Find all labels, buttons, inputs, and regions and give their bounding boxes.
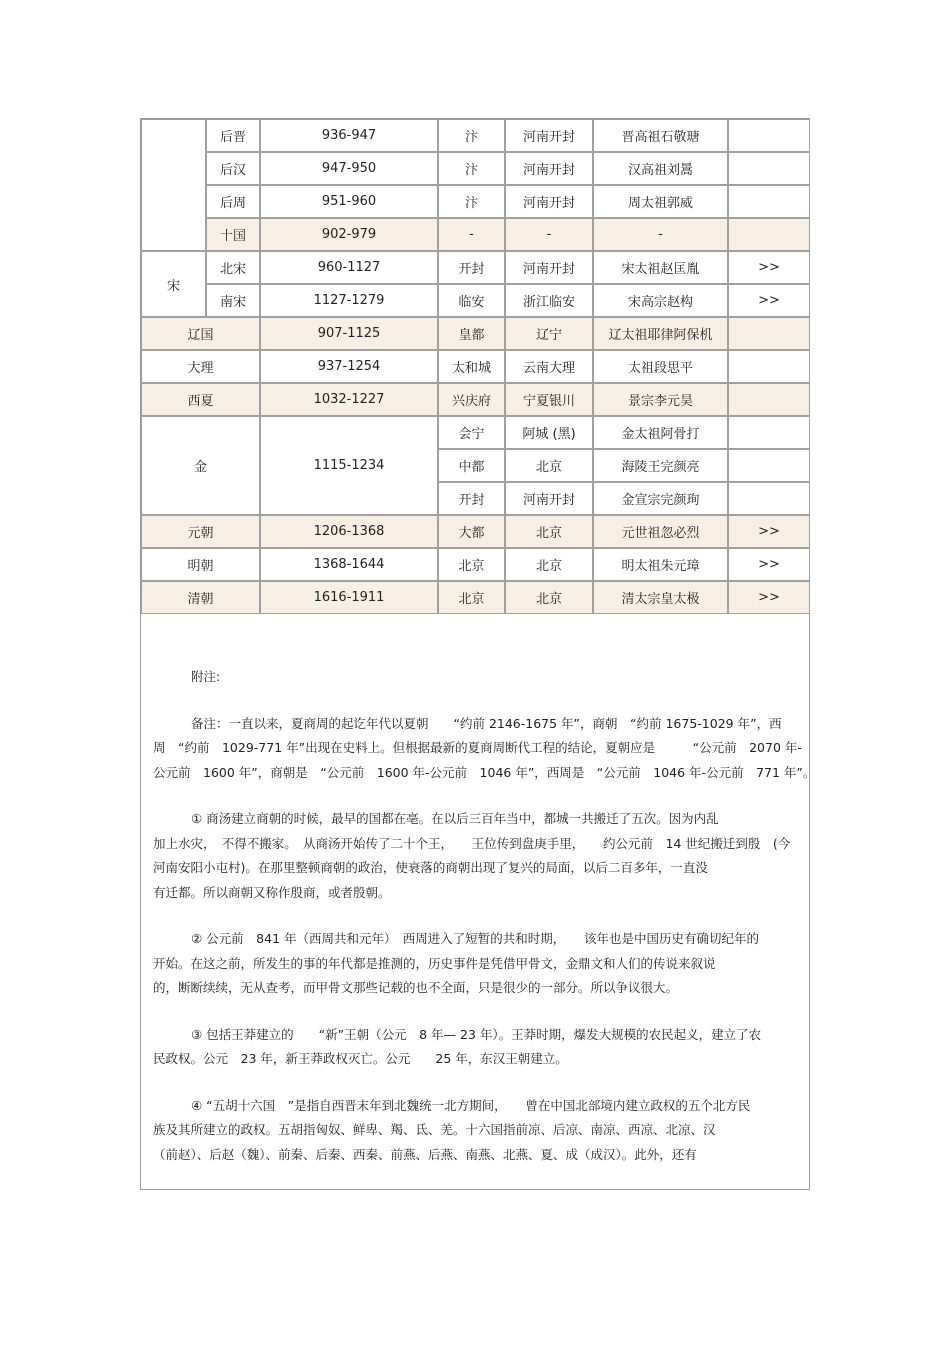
more-link[interactable]: >> bbox=[728, 284, 810, 317]
founder-cell: 宋太祖赵匡胤 bbox=[593, 251, 728, 284]
dynasty-years: 936-947 bbox=[260, 119, 438, 152]
note-line: 加上水灾， 不得不搬家。 从商汤开始传了二十个王， 王位传到盘庚手里， 约公元前 14 世纪搬迁到殷 (今 bbox=[153, 835, 791, 851]
location-cell: 河南开封 bbox=[505, 119, 593, 152]
dynasty-years: 1032-1227 bbox=[260, 383, 438, 416]
dynasty-years: 902-979 bbox=[260, 218, 438, 251]
group-cell-song: 宋 bbox=[141, 251, 206, 317]
dynasty-name: 辽国 bbox=[141, 317, 260, 350]
founder-cell: 晋高祖石敬瑭 bbox=[593, 119, 728, 152]
link-cell bbox=[728, 416, 810, 449]
link-cell bbox=[728, 449, 810, 482]
dynasty-name: 后周 bbox=[206, 185, 260, 218]
note-line: 的，断断续续，无从查考，而甲骨文那些记载的也不全面，只是很少的一部分。所以争议很大。 bbox=[153, 980, 679, 995]
note-line: 族及其所建立的政权。五胡指匈奴、鲜卑、羯、氐、羌。十六国指前凉、后凉、南凉、西凉、北凉、汉 bbox=[153, 1122, 716, 1137]
note-line: 备注：一直以来，夏商周的起讫年代以夏朝 “约前 2146-1675 年”，商朝 “约前 1675-1029 年”，西 bbox=[191, 715, 782, 731]
capital-cell: 汴 bbox=[438, 152, 505, 185]
founder-cell: 宋高宗赵构 bbox=[593, 284, 728, 317]
location-cell: 北京 bbox=[505, 515, 593, 548]
capital-cell: - bbox=[438, 218, 505, 251]
dynasty-name: 金 bbox=[141, 416, 260, 515]
founder-cell: 辽太祖耶律阿保机 bbox=[593, 317, 728, 350]
note-paragraph bbox=[153, 927, 803, 1001]
dynasty-years: 907-1125 bbox=[260, 317, 438, 350]
dynasty-name: 西夏 bbox=[141, 383, 260, 416]
capital-cell: 北京 bbox=[438, 581, 505, 614]
location-cell: 河南开封 bbox=[505, 251, 593, 284]
note-line: ② 公元前 841 年（西周共和元年） 西周进入了短暂的共和时期， 该年也是中国历史有确切纪年的 bbox=[191, 931, 760, 946]
dynasty-name: 南宋 bbox=[206, 284, 260, 317]
dynasty-name: 北宋 bbox=[206, 251, 260, 284]
location-cell: 北京 bbox=[505, 548, 593, 581]
founder-cell: 元世祖忽必烈 bbox=[593, 515, 728, 548]
capital-cell: 汴 bbox=[438, 185, 505, 218]
capital-cell: 北京 bbox=[438, 548, 505, 581]
founder-cell: 汉高祖刘暠 bbox=[593, 152, 728, 185]
capital-cell: 皇都 bbox=[438, 317, 505, 350]
location-cell: 河南开封 bbox=[505, 482, 593, 515]
founder-cell: 清太宗皇太极 bbox=[593, 581, 728, 614]
note-line: （前赵）、后赵（魏）、前秦、后秦、西秦、前燕、后燕、南燕、北燕、夏、成（成汉）。此外，还有 bbox=[153, 1146, 697, 1162]
capital-cell: 大都 bbox=[438, 515, 505, 548]
capital-cell: 会宁 bbox=[438, 416, 505, 449]
dynasty-years: 1368-1644 bbox=[260, 548, 438, 581]
capital-cell: 开封 bbox=[438, 482, 505, 515]
link-cell bbox=[728, 383, 810, 416]
link-cell bbox=[728, 350, 810, 383]
more-link[interactable]: >> bbox=[728, 515, 810, 548]
note-paragraph bbox=[153, 1023, 803, 1072]
note-line: 有迁都。所以商朝又称作殷商，或者殷朝。 bbox=[153, 884, 391, 900]
note-line: 开始。在这之前，所发生的事的年代都是推测的，历史事件是凭借甲骨文，金鼎文和人们的传说来叙说 bbox=[153, 955, 716, 971]
link-cell bbox=[728, 152, 810, 185]
founder-cell: - bbox=[593, 218, 728, 251]
dynasty-years: 937-1254 bbox=[260, 350, 438, 383]
dynasty-years: 1127-1279 bbox=[260, 284, 438, 317]
founder-cell: 金宣宗完颜珣 bbox=[593, 482, 728, 515]
capital-cell: 临安 bbox=[438, 284, 505, 317]
dynasty-name: 明朝 bbox=[141, 548, 260, 581]
note-paragraph bbox=[153, 807, 803, 905]
location-cell: 北京 bbox=[505, 581, 593, 614]
note-paragraph bbox=[153, 712, 816, 786]
note-line: 民政权。公元 23 年，新王莽政权灭亡。公元 25 年，东汉王朝建立。 bbox=[153, 1051, 568, 1066]
note-line: ③ 包括王莽建立的 “新”王朝（公元 8 年— 23 年）。王莽时期，爆发大规模的农民起义，建立了农 bbox=[191, 1026, 762, 1042]
location-cell: 辽宁 bbox=[505, 317, 593, 350]
dynasty-name: 十国 bbox=[206, 218, 260, 251]
group-cell-wudai bbox=[141, 119, 206, 251]
note-paragraph bbox=[153, 1094, 803, 1168]
dynasty-name: 元朝 bbox=[141, 515, 260, 548]
link-cell bbox=[728, 218, 810, 251]
more-link[interactable]: >> bbox=[728, 548, 810, 581]
location-cell: 阿城 (黑) bbox=[505, 416, 593, 449]
location-cell: 云南大理 bbox=[505, 350, 593, 383]
dynasty-name: 大理 bbox=[141, 350, 260, 383]
location-cell: 河南开封 bbox=[505, 152, 593, 185]
location-cell: 浙江临安 bbox=[505, 284, 593, 317]
dynasty-years: 951-960 bbox=[260, 185, 438, 218]
location-cell: 河南开封 bbox=[505, 185, 593, 218]
link-cell bbox=[728, 317, 810, 350]
founder-cell: 景宗李元昊 bbox=[593, 383, 728, 416]
capital-cell: 兴庆府 bbox=[438, 383, 505, 416]
note-line: 周 “约前 1029-771 年”出现在史料上。但根据最新的夏商周断代工程的结论，夏朝应是 “公元前 2070 年- bbox=[153, 740, 802, 755]
founder-cell: 金太祖阿骨打 bbox=[593, 416, 728, 449]
note-line: 公元前 1600 年”，商朝是 “公元前 1600 年-公元前 1046 年”，西周是 “公元前 1046 年-公元前 771 年”。 bbox=[153, 764, 816, 780]
dynasty-years: 1115-1234 bbox=[260, 416, 438, 515]
founder-cell: 太祖段思平 bbox=[593, 350, 728, 383]
dynasty-years: 947-950 bbox=[260, 152, 438, 185]
note-line: ④ “五胡十六国 ”是指自西晋末年到北魏统一北方期间， 曾在中国北部境内建立政权的五个北方民 bbox=[191, 1097, 751, 1113]
notes-section bbox=[153, 665, 816, 1189]
capital-cell: 开封 bbox=[438, 251, 505, 284]
dynasty-name: 后晋 bbox=[206, 119, 260, 152]
location-cell: 宁夏银川 bbox=[505, 383, 593, 416]
more-link[interactable]: >> bbox=[728, 581, 810, 614]
note-line: ① 商汤建立商朝的时候，最早的国都在亳。在以后三百年当中，都城一共搬迁了五次。因为内乱 bbox=[191, 811, 719, 826]
location-cell: 北京 bbox=[505, 449, 593, 482]
capital-cell: 汴 bbox=[438, 119, 505, 152]
dynasty-name: 清朝 bbox=[141, 581, 260, 614]
link-cell bbox=[728, 482, 810, 515]
founder-cell: 明太祖朱元璋 bbox=[593, 548, 728, 581]
founder-cell: 海陵王完颜亮 bbox=[593, 449, 728, 482]
link-cell bbox=[728, 119, 810, 152]
note-line: 河南安阳小屯村)。在那里整顿商朝的政治，使衰落的商朝出现了复兴的局面，以后二百多年，一直没 bbox=[153, 860, 708, 875]
dynasty-years: 1616-1911 bbox=[260, 581, 438, 614]
founder-cell: 周太祖郭威 bbox=[593, 185, 728, 218]
more-link[interactable]: >> bbox=[728, 251, 810, 284]
dynasty-years: 1206-1368 bbox=[260, 515, 438, 548]
location-cell: - bbox=[505, 218, 593, 251]
notes-heading: 附注: bbox=[191, 669, 221, 684]
capital-cell: 中都 bbox=[438, 449, 505, 482]
dynasty-name: 后汉 bbox=[206, 152, 260, 185]
link-cell bbox=[728, 185, 810, 218]
capital-cell: 太和城 bbox=[438, 350, 505, 383]
dynasty-years: 960-1127 bbox=[260, 251, 438, 284]
